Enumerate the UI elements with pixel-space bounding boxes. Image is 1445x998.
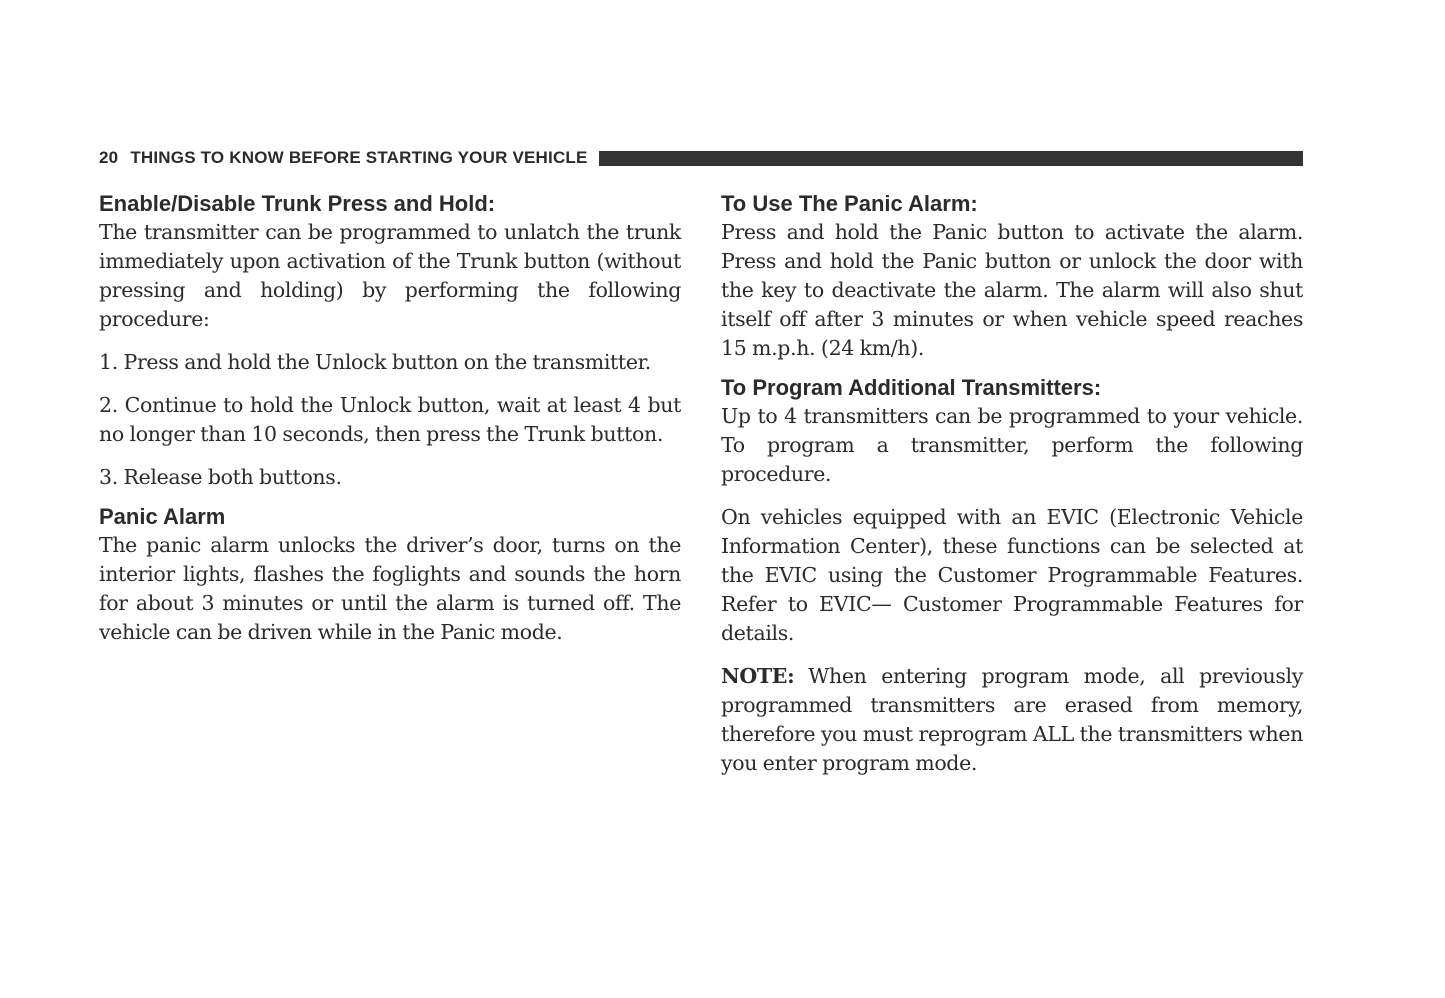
section-title: THINGS TO KNOW BEFORE STARTING YOUR VEHICLE [130,148,588,167]
use-panic-body: Press and hold the Panic button to activate the alarm. Press and hold the Panic button or unlock the door with the key to deactivate the alarm. The alarm will also shut itself off after 3 minutes or when vehicle speed reaches 15 m.p.h. (24 km/h). [721,220,1303,360]
right-column [721,189,1303,792]
note-paragraph [721,662,1303,778]
trunk-heading: Enable/Disable Trunk Press and Hold: [99,191,496,216]
panic-body: The panic alarm unlocks the driver’s door, turns on the interior lights, flashes the foglights and sounds the horn for about 3 minutes or until the alarm is turned off. The vehicle can be driven while in the Panic mode. [99,533,681,644]
use-panic-heading: To Use The Panic Alarm: [721,191,978,216]
page-header [99,145,1303,171]
header-text [99,148,588,168]
left-column [99,189,681,661]
trunk-step-1: 1. Press and hold the Unlock button on the transmitter. [99,350,651,374]
panic-heading: Panic Alarm [99,504,226,529]
note-label: NOTE: [721,664,795,688]
header-rule [599,151,1303,166]
program-body: Up to 4 transmitters can be programmed to your vehicle. To program a transmitter, perform the following procedure. [721,404,1303,486]
page-number: 20 [99,148,119,167]
evic-paragraph: On vehicles equipped with an EVIC (Electronic Vehicle Information Center), these functions can be selected at the EVIC using the Customer Programmable Features. Refer to EVIC— Customer Programmable Features for details. [721,505,1303,645]
program-heading: To Program Additional Transmitters: [721,375,1102,400]
trunk-step-2: 2. Continue to hold the Unlock button, wait at least 4 but no longer than 10 seconds, then press the Trunk button. [99,393,681,446]
note-body: When entering program mode, all previously programmed transmitters are erased from memory, therefore you must reprogram ALL the transmitters when you enter program mode. [721,664,1303,775]
trunk-step-3: 3. Release both buttons. [99,465,342,489]
trunk-intro: The transmitter can be programmed to unlatch the trunk immediately upon activation of the Trunk button (without pressing and holding) by performing the following procedure: [99,220,681,331]
